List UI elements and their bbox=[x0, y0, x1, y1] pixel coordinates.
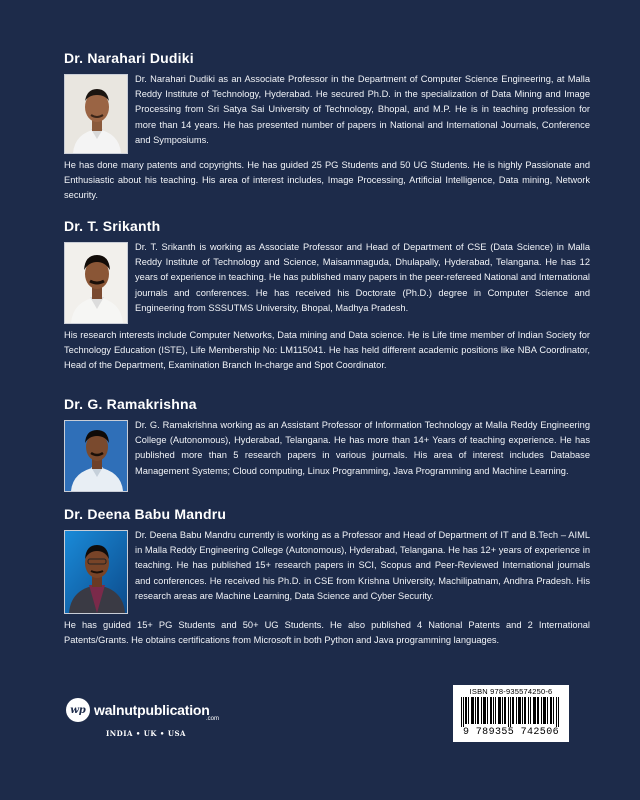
author-section-dudiki bbox=[64, 50, 590, 204]
author-name: Dr. Deena Babu Mandru bbox=[64, 506, 227, 522]
author-bio: Dr. Deena Babu Mandru currently is working as a Professor and Head of Department of IT and B.Tech – AIML in Malla Reddy Engineering College (Autonomous), Hyderabad, Telangana. He has 12+ years of experience in teaching. He has published 15+ research papers in SCI, Scopus and Peer-Reviewed International journals and conferences. He received his Ph.D. in CSE from Krishna University, Machilipatnam, Andhra Pradesh. His research areas are Machine Learning, Data Science and Cyber Security. bbox=[135, 530, 590, 601]
author-bio: Dr. T. Srikanth is working as Associate Professor and Head of Department of CSE (Data Science) in Malla Reddy Institute of Technology and Science, Maisammaguda, Dhulapally, Hyderabad, Telangana. He has 12 years of experience in teaching. He has published many papers in the peer-refereed National and International journals and conferences. He has received his Doctorate (Ph.D.) degree in Computer Science and Engineering from SSSUTMS University, Bhopal, Madhya Pradesh. bbox=[135, 242, 590, 313]
author-section-mandru bbox=[64, 506, 590, 648]
publisher-logo bbox=[66, 698, 236, 738]
author-bio-continued: His research interests include Computer Networks, Data mining and Data science. He is Life time member of Indian Society for Technology Education (ISTE), Life Membership No: LM115041. He has held different academic positions like NBA Coordinator, Head of the Department, Examination Branch In-charge and Spot Coordinator. bbox=[64, 330, 590, 371]
walnut-logo-icon: wp bbox=[66, 698, 90, 722]
author-bio-continued: He has done many patents and copyrights. He has guided 25 PG Students and 50 UG Students. He is highly Passionate and Enthusiastic about his teaching. His area of interest includes, Image Processing, Artificial Intelligence, Data mining, Network security. bbox=[64, 160, 590, 201]
barcode-bars bbox=[461, 697, 561, 727]
isbn-digits: 9 789355 742506 bbox=[462, 727, 559, 738]
author-photo bbox=[64, 530, 128, 614]
publisher-regions: INDIA • UK • USA bbox=[106, 729, 186, 738]
isbn-label: ISBN 978-935574250-6 bbox=[469, 687, 553, 696]
publisher-domain-suffix: .com bbox=[206, 716, 220, 722]
author-photo bbox=[64, 242, 128, 324]
author-photo bbox=[64, 420, 128, 492]
author-name: Dr. T. Srikanth bbox=[64, 218, 161, 234]
author-bio-continued: He has guided 15+ PG Students and 50+ UG Students. He also published 4 National Patents and 2 International Patents/Grants. He obtains certifications from Microsoft in both Python and Java programming languages. bbox=[64, 620, 590, 646]
isbn-barcode bbox=[453, 685, 569, 742]
author-section-ramakrishna bbox=[64, 396, 590, 496]
author-name: Dr. G. Ramakrishna bbox=[64, 396, 197, 412]
author-name: Dr. Narahari Dudiki bbox=[64, 50, 194, 66]
author-bio: Dr. G. Ramakrishna working as an Assistant Professor of Information Technology at Malla Reddy Engineering College (Autonomous), Hyderabad, Telangana. He has more than 14+ Years of teaching experience. He has published more than 5 research papers in various journals. His area of interest includes Database Management Systems; Cloud computing, Linux Programming, Java Programming and Machine Learning. bbox=[135, 420, 590, 476]
author-section-srikanth bbox=[64, 218, 590, 374]
author-photo bbox=[64, 74, 128, 154]
publisher-name: walnutpublication bbox=[94, 702, 210, 718]
author-bio: Dr. Narahari Dudiki as an Associate Professor in the Department of Computer Science Engineering, at Malla Reddy Institute of Technology, Hyderabad. He secured Ph.D. in the specialization of Data Mining and Image Processing from Sri Satya Sai University of Technology, Bhopal, and M.P. He is in teaching profession for more than 14 years. He has presented number of papers in National and International Journals, Conference and Symposiums. bbox=[135, 74, 590, 145]
